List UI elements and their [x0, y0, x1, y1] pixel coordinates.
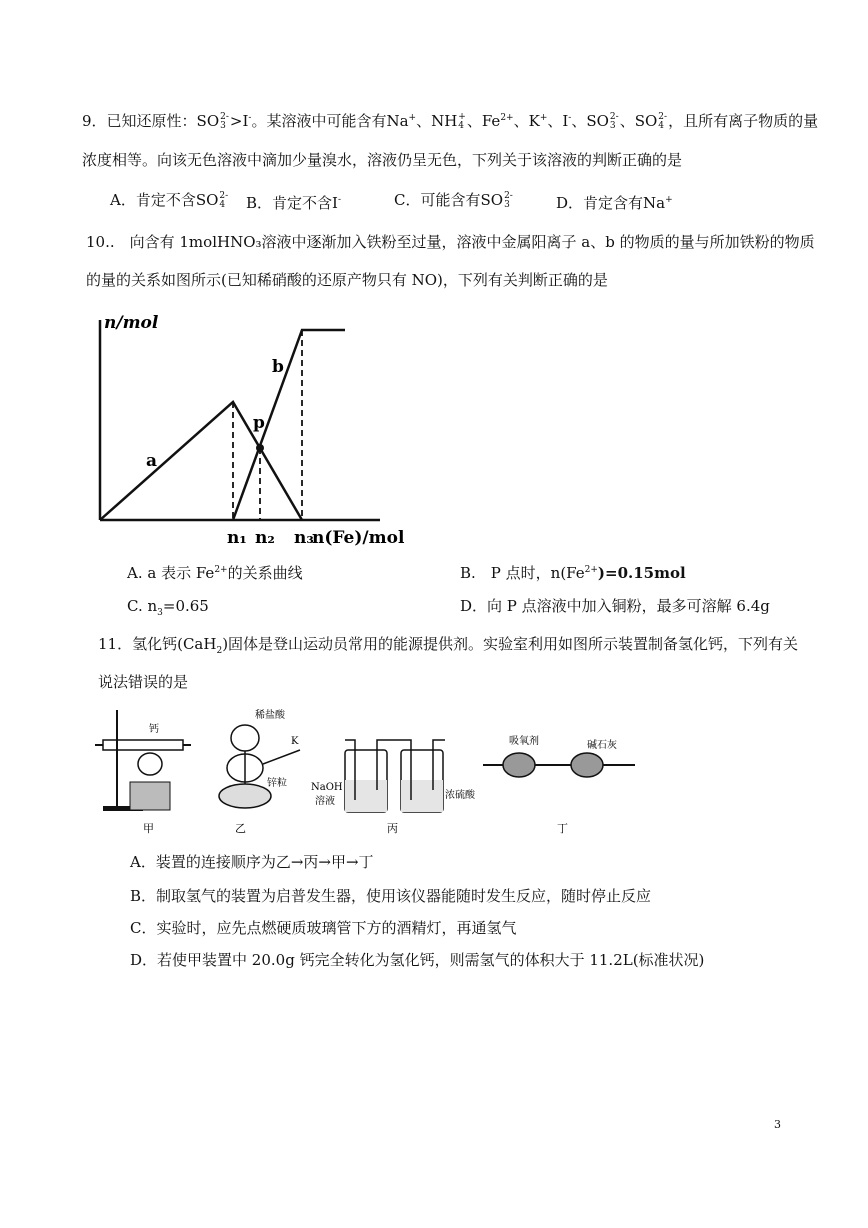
label-p: p — [253, 413, 265, 433]
y-axis-label: n/mol — [104, 313, 159, 333]
svg-text:吸氧剂: 吸氧剂 — [509, 736, 539, 747]
label-n3: n₃ — [294, 528, 314, 548]
svg-text:甲: 甲 — [143, 822, 154, 835]
q11-option-c: C．实验时，应先点燃硬质玻璃管下方的酒精灯，再通氢气 — [130, 919, 517, 937]
svg-text:碱石灰: 碱石灰 — [587, 740, 617, 751]
q9-option-b: B．肯定不含I- — [246, 194, 341, 212]
svg-text:稀盐酸: 稀盐酸 — [255, 710, 285, 721]
q10-line1: 10.. 向含有 1molHNO₃溶液中逐渐加入铁粉至过量，溶液中金属阳离子 a、b 的物质的量与所加铁粉的物质 — [86, 233, 815, 251]
svg-text:浓硫酸: 浓硫酸 — [445, 790, 475, 801]
x-axis-label: n(Fe)/mol — [312, 528, 405, 548]
q11-apparatus — [95, 700, 655, 840]
label-n2: n₂ — [255, 528, 275, 548]
q10-option-d: D．向 P 点溶液中加入铜粉，最多可溶解 6.4g — [460, 597, 770, 615]
svg-text:钙: 钙 — [149, 724, 159, 735]
q10-option-b: B. P 点时，$n(Fe^{2+})=0.15mol$ — [460, 564, 686, 582]
svg-text:乙: 乙 — [235, 822, 246, 835]
q11-line1: 11．氢化钙(CaH$_2$)固体是登山运动员常用的能源提供剂。实验室利用如图所示装置制备氢化钙，下列有关 — [98, 635, 799, 656]
svg-text:K: K — [291, 736, 299, 747]
apparatus-bing — [311, 740, 476, 835]
q11-line2: 说法错误的是 — [98, 673, 189, 691]
q11-option-b: B．制取氢气的装置为启普发生器，使用该仪器能随时发生反应，随时停止反应 — [130, 887, 652, 905]
curve-b — [233, 330, 345, 520]
q10-chart — [80, 300, 420, 550]
label-a: a — [146, 451, 158, 471]
q9-line2: 浓度相等。向该无色溶液中滴加少量溴水，溶液仍呈无色，下列关于该溶液的判断正确的是 — [82, 151, 683, 169]
svg-text:丁: 丁 — [557, 822, 568, 835]
svg-text:溶液: 溶液 — [315, 796, 335, 807]
q9-option-a: A．肯定不含SO 2- 4 — [110, 191, 229, 210]
page-number: 3 — [774, 1118, 781, 1131]
q9-option-c: C．可能含有SO 2- 3 — [394, 191, 513, 210]
svg-text:丙: 丙 — [387, 822, 398, 835]
label-b: b — [272, 357, 284, 377]
q11-option-d: D．若使甲装置中 20.0g 钙完全转化为氢化钙，则需氢气的体积大于 11.2L(标准状况) — [130, 951, 705, 969]
q9-line1: 9．已知还原性：SO 2- 3 >I-。某溶液中可能含有Na+、NH + 4 、$Fe^{2+}$、K+、I-、SO 2- 3 、SO 2- 4 ，且所有离子物质的量 — [82, 112, 819, 131]
point-p — [256, 444, 264, 452]
curve-a — [100, 402, 302, 520]
svg-text:锌粒: 锌粒 — [267, 778, 287, 789]
q10-line2: 的量的关系如图所示(已知稀硝酸的还原产物只有 NO)，下列有关判断正确的是 — [86, 271, 608, 289]
apparatus-yi — [219, 708, 300, 835]
q11-option-a: A．装置的连接顺序为乙→丙→甲→丁 — [130, 853, 374, 871]
q10-option-c: C. $n_3=0.65$ — [127, 597, 209, 618]
svg-text:NaOH: NaOH — [311, 782, 343, 793]
apparatus-jia — [95, 710, 191, 835]
label-n1: n₁ — [227, 528, 247, 548]
q9-option-d: D．肯定含有Na+ — [556, 194, 673, 212]
apparatus-ding — [483, 734, 635, 835]
q10-option-a: A. a 表示 $Fe^{2+}$的关系曲线 — [127, 564, 303, 582]
